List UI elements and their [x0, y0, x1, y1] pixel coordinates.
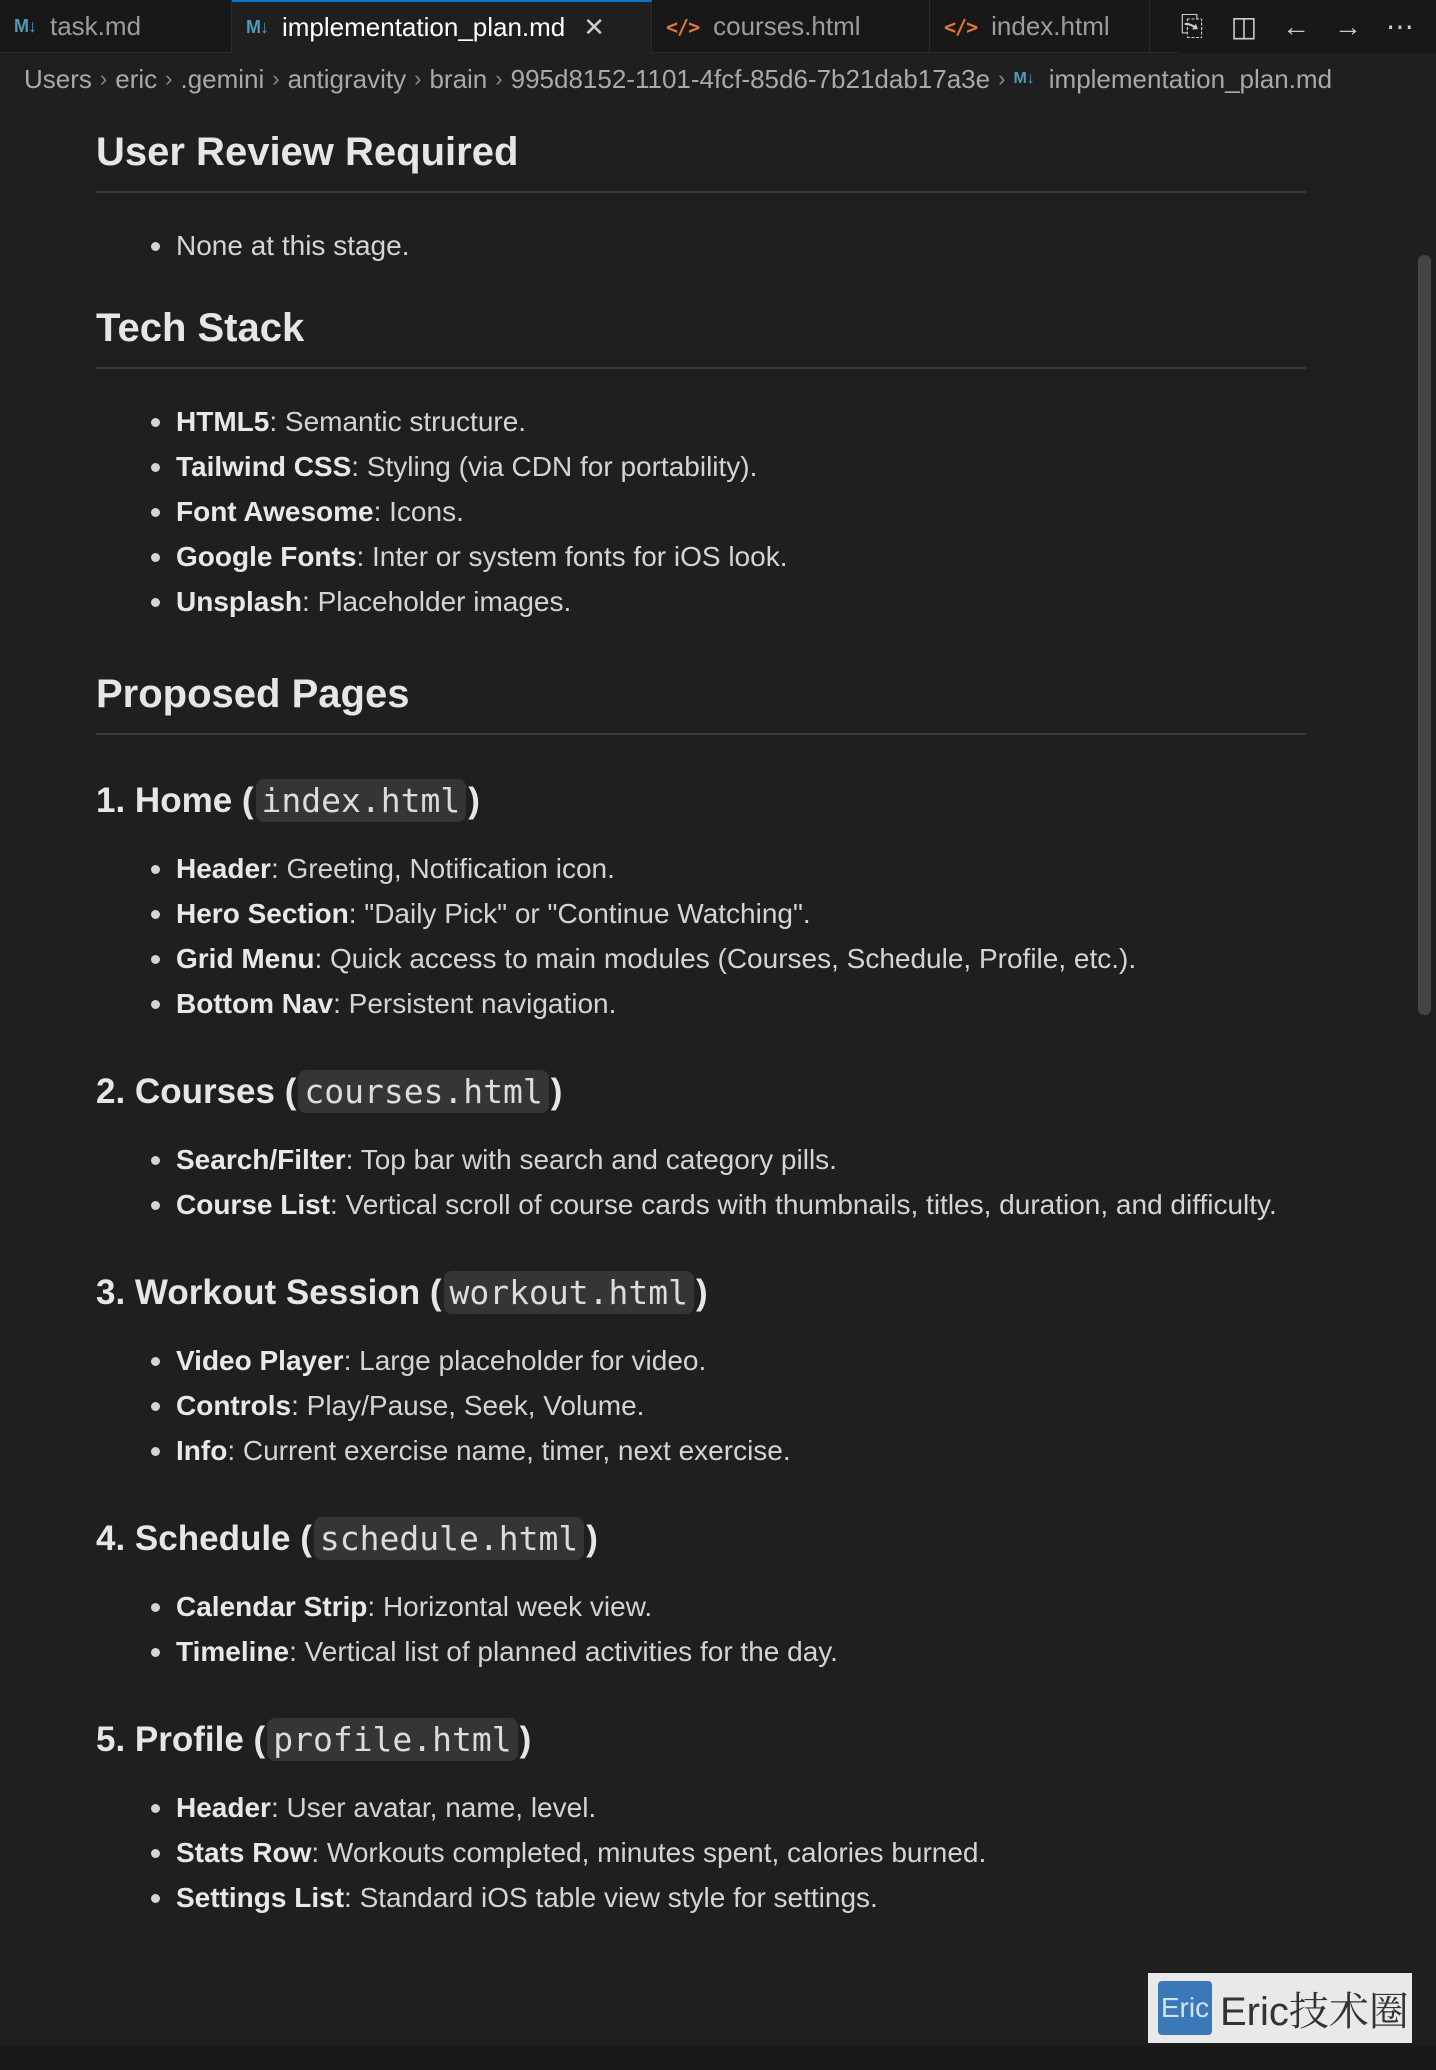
list-item: Header: Greeting, Notification icon. [96, 846, 1306, 891]
watermark-logo: Eric [1158, 1981, 1212, 2035]
markdown-preview [96, 104, 1306, 1920]
list-item: Tailwind CSS: Styling (via CDN for portability). [96, 444, 1306, 489]
list-item: Header: User avatar, name, level. [96, 1785, 1306, 1830]
list-item: None at this stage. [96, 223, 1306, 268]
user-review-list [96, 223, 1306, 268]
list-item: Info: Current exercise name, timer, next exercise. [96, 1428, 1306, 1473]
list-item: Search/Filter: Top bar with search and category pills. [96, 1137, 1306, 1182]
list-item: Timeline: Vertical list of planned activities for the day. [96, 1629, 1306, 1674]
tech-stack-list [96, 399, 1306, 624]
tab-label: index.html [991, 11, 1110, 41]
breadcrumb-item[interactable]: 995d8152-1101-4fcf-85d6-7b21dab17a3e [510, 63, 991, 94]
list-item: Calendar Strip: Horizontal week view. [96, 1584, 1306, 1629]
breadcrumb-item[interactable]: .gemini [180, 63, 265, 94]
markdown-icon: M↓ [1013, 70, 1035, 87]
breadcrumb-item[interactable]: Users [24, 63, 92, 94]
list-item: Settings List: Standard iOS table view style for settings. [96, 1875, 1306, 1920]
heading-page-courses: 2. Courses ( courses.html ) [96, 1071, 563, 1111]
heading-page-profile: 5. Profile ( profile.html ) [96, 1719, 532, 1759]
split-editor-icon[interactable]: ◫ [1230, 11, 1258, 42]
markdown-icon: M↓ [14, 16, 36, 36]
list-item: Video Player: Large placeholder for video. [96, 1338, 1306, 1383]
heading-proposed-pages: Proposed Pages [96, 672, 1306, 735]
tab-label: courses.html [713, 11, 861, 41]
breadcrumb [0, 54, 1436, 104]
list-item: HTML5: Semantic structure. [96, 399, 1306, 444]
heading-page-home: 1. Home ( index.html ) [96, 780, 480, 820]
more-actions-icon[interactable]: ⋯ [1386, 11, 1414, 42]
close-icon[interactable]: ✕ [583, 12, 606, 42]
heading-tech-stack: Tech Stack [96, 306, 1306, 369]
list-item: Google Fonts: Inter or system fonts for iOS look. [96, 534, 1306, 579]
breadcrumb-item[interactable]: eric [115, 63, 158, 94]
tab-implementation-plan-md[interactable] [232, 0, 652, 53]
profile-page-list [96, 1785, 1306, 1920]
go-forward-icon[interactable]: → [1334, 10, 1362, 42]
chevron-right-icon: › [272, 66, 280, 91]
chevron-right-icon: › [165, 66, 173, 91]
list-item: Controls: Play/Pause, Seek, Volume. [96, 1383, 1306, 1428]
courses-page-list [96, 1137, 1306, 1227]
schedule-page-list [96, 1584, 1306, 1674]
list-item: Grid Menu: Quick access to main modules (Courses, Schedule, Profile, etc.). [96, 936, 1306, 981]
list-item: Course List: Vertical scroll of course cards with thumbnails, titles, duration, and difficulty. [96, 1182, 1306, 1227]
vertical-scrollbar[interactable] [1418, 255, 1431, 1015]
tab-label: implementation_plan.md [282, 12, 566, 42]
breadcrumb-item[interactable]: brain [429, 63, 488, 94]
tab-courses-html[interactable] [652, 0, 930, 53]
chevron-right-icon: › [414, 66, 422, 91]
chevron-right-icon: › [495, 66, 503, 91]
bottom-strip [0, 2046, 1436, 2070]
go-back-icon[interactable]: ← [1282, 10, 1310, 42]
editor-actions [1178, 0, 1436, 53]
list-item: Unsplash: Placeholder images. [96, 579, 1306, 624]
markdown-icon: M↓ [246, 17, 268, 37]
html-icon: </> [944, 14, 978, 39]
heading-user-review: User Review Required [96, 130, 1306, 193]
workout-page-list [96, 1338, 1306, 1473]
watermark [1148, 1973, 1412, 2043]
breadcrumb-item[interactable]: implementation_plan.md [1048, 63, 1333, 94]
open-changes-icon[interactable]: ⎘ [1180, 10, 1204, 41]
chevron-right-icon: › [99, 66, 108, 91]
html-icon: </> [666, 14, 700, 39]
list-item: Stats Row: Workouts completed, minutes spent, calories burned. [96, 1830, 1306, 1875]
list-item: Hero Section: "Daily Pick" or "Continue Watching". [96, 891, 1306, 936]
list-item: Bottom Nav: Persistent navigation. [96, 981, 1306, 1026]
heading-page-workout: 3. Workout Session ( workout.html ) [96, 1272, 708, 1312]
home-page-list [96, 846, 1306, 1026]
editor-tab-bar [0, 0, 1436, 53]
watermark-text: Eric技术圈 [1220, 1989, 1409, 2034]
list-item: Font Awesome: Icons. [96, 489, 1306, 534]
heading-page-schedule: 4. Schedule ( schedule.html ) [96, 1518, 598, 1558]
chevron-right-icon: › [998, 66, 1006, 91]
breadcrumb-item[interactable]: antigravity [287, 63, 407, 94]
tab-label: task.md [50, 11, 142, 41]
tab-index-html[interactable] [930, 0, 1150, 53]
tab-task-md[interactable] [0, 0, 232, 53]
